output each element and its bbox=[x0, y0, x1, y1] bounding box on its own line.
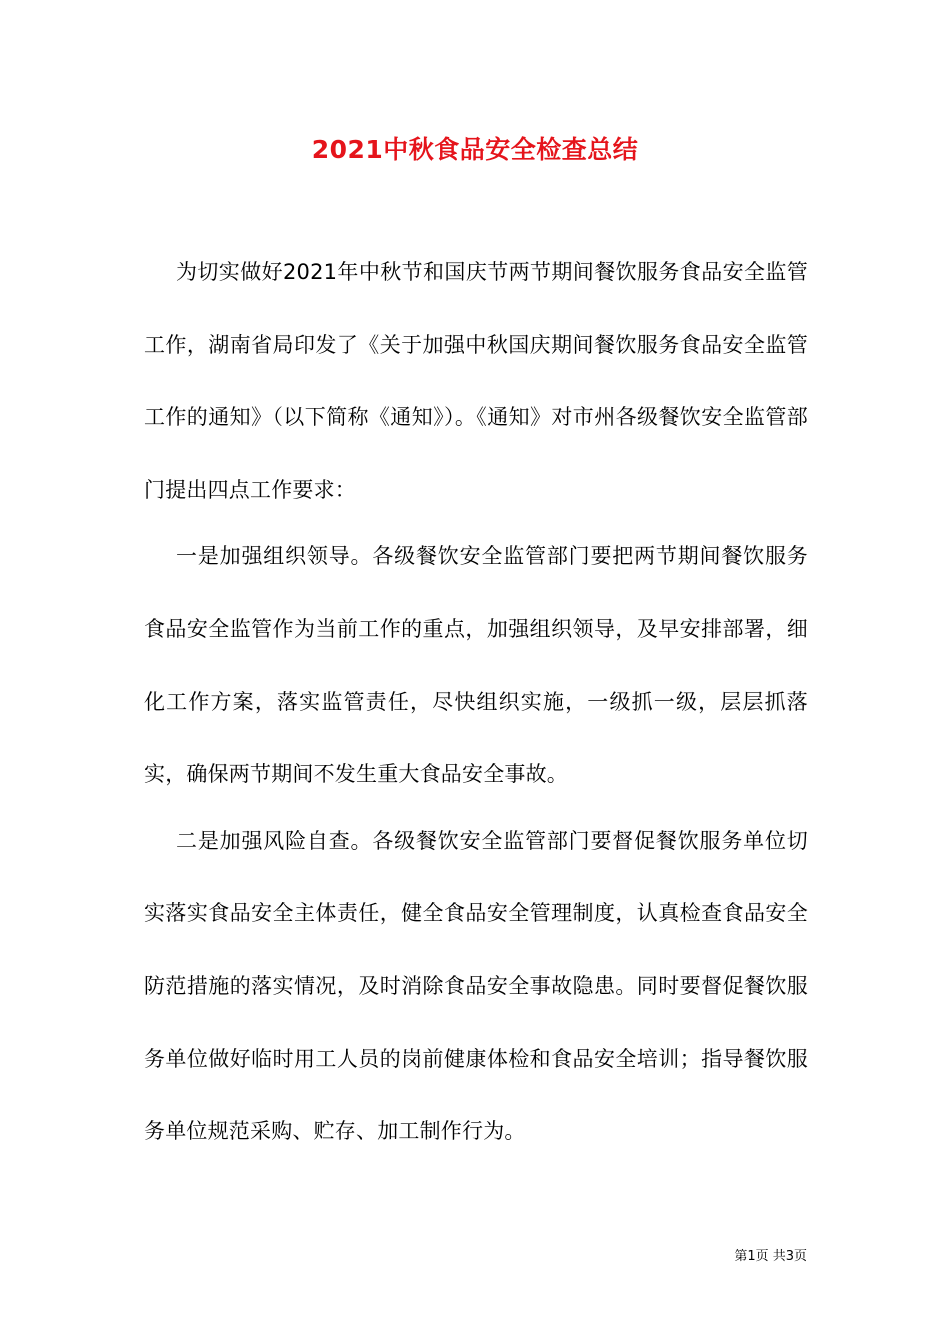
paragraph-requirement-2: 二是加强风险自查。各级餐饮安全监管部门要督促餐饮服务单位切实落实食品安全主体责任，健全食品安全管理制度，认真检查食品安全防范措施的落实情况，及时消除食品安全事故隐患。同时要督促餐饮服务单位做好临时用工人员的岗前健康体检和食品安全培训；指导餐饮服务单位规范采购、贮存、加工制作行为。 bbox=[144, 828, 808, 1144]
document-body bbox=[144, 236, 808, 1168]
paragraph-intro: 为切实做好2021年中秋节和国庆节两节期间餐饮服务食品安全监管工作，湖南省局印发了《关于加强中秋国庆期间餐饮服务食品安全监管工作的通知》（以下简称《通知》）。《通知》对市州各级餐饮安全监管部门提出四点工作要求： bbox=[144, 260, 808, 502]
paragraph-requirement-1: 一是加强组织领导。各级餐饮安全监管部门要把两节期间餐饮服务食品安全监管作为当前工作的重点，加强组织领导，及早安排部署，细化工作方案，落实监管责任，尽快组织实施，一级抓一级，层层抓落实，确保两节期间不发生重大食品安全事故。 bbox=[144, 544, 808, 787]
document-title: 2021中秋食品安全检查总结 bbox=[311, 135, 639, 164]
page-number: 第1页 共3页 bbox=[734, 1249, 807, 1264]
